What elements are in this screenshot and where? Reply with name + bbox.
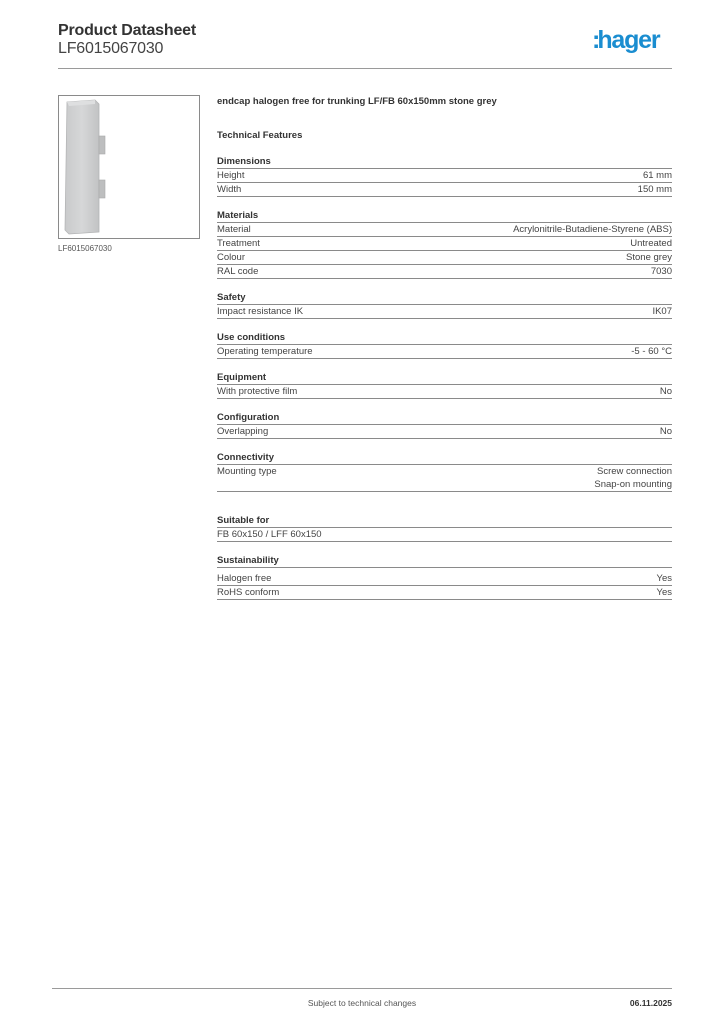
spec-row-protective-film: With protective film No [217,386,672,397]
section-title: Dimensions [217,156,672,169]
section-configuration [217,412,672,439]
endcap-product-image [59,96,199,238]
section-title: Use conditions [217,332,672,345]
spec-row-ral-code: RAL code 7030 [217,266,672,277]
spec-row-halogen-free: Halogen free Yes [217,573,672,584]
spec-row-colour: Colour Stone grey [217,252,672,263]
hager-logo: :hager [592,26,660,54]
section-title: Materials [217,210,672,223]
section-connectivity [217,452,672,492]
section-materials [217,210,672,279]
section-sustainability [217,555,672,600]
spec-row-overlapping: Overlapping No [217,426,672,437]
spec-row-mounting-type: Mounting type Screw connection Snap-on mounting [217,466,672,490]
content-column [217,96,672,600]
section-title: Configuration [217,412,672,425]
product-image-caption: LF6015067030 [58,244,112,253]
footer-date: 06.11.2025 [629,998,672,1008]
section-use-conditions [217,332,672,359]
section-suitable-for [217,515,672,542]
header-divider [58,68,672,69]
spec-row-suitable-trunking: FB 60x150 / LFF 60x150 [217,528,672,542]
spec-row-rohs-conform: RoHS conform Yes [217,587,672,598]
footer-divider [52,988,672,989]
datasheet-title: Product Datasheet [58,22,196,39]
spec-row-height: Height 61 mm [217,170,672,181]
spec-row-width: Width 150 mm [217,184,672,195]
product-code: LF6015067030 [58,40,164,57]
spec-row-operating-temperature: Operating temperature -5 - 60 °C [217,346,672,357]
product-description: endcap halogen free for trunking LF/FB 60x150mm stone grey [217,96,497,107]
section-title: Safety [217,292,672,305]
section-title: Sustainability [217,555,672,568]
section-title: Suitable for [217,515,672,528]
technical-features-title: Technical Features [217,130,303,141]
section-title: Connectivity [217,452,672,465]
section-equipment [217,372,672,399]
section-dimensions [217,156,672,197]
footer-note: Subject to technical changes [307,998,417,1008]
product-image-frame [58,95,200,239]
logo-text: hager [597,26,660,54]
spec-row-treatment: Treatment Untreated [217,238,672,249]
spec-row-material: Material Acrylonitrile-Butadiene-Styrene (ABS) [217,224,672,235]
section-title: Equipment [217,372,672,385]
spec-row-impact-resistance: Impact resistance IK IK07 [217,306,672,317]
section-safety [217,292,672,319]
